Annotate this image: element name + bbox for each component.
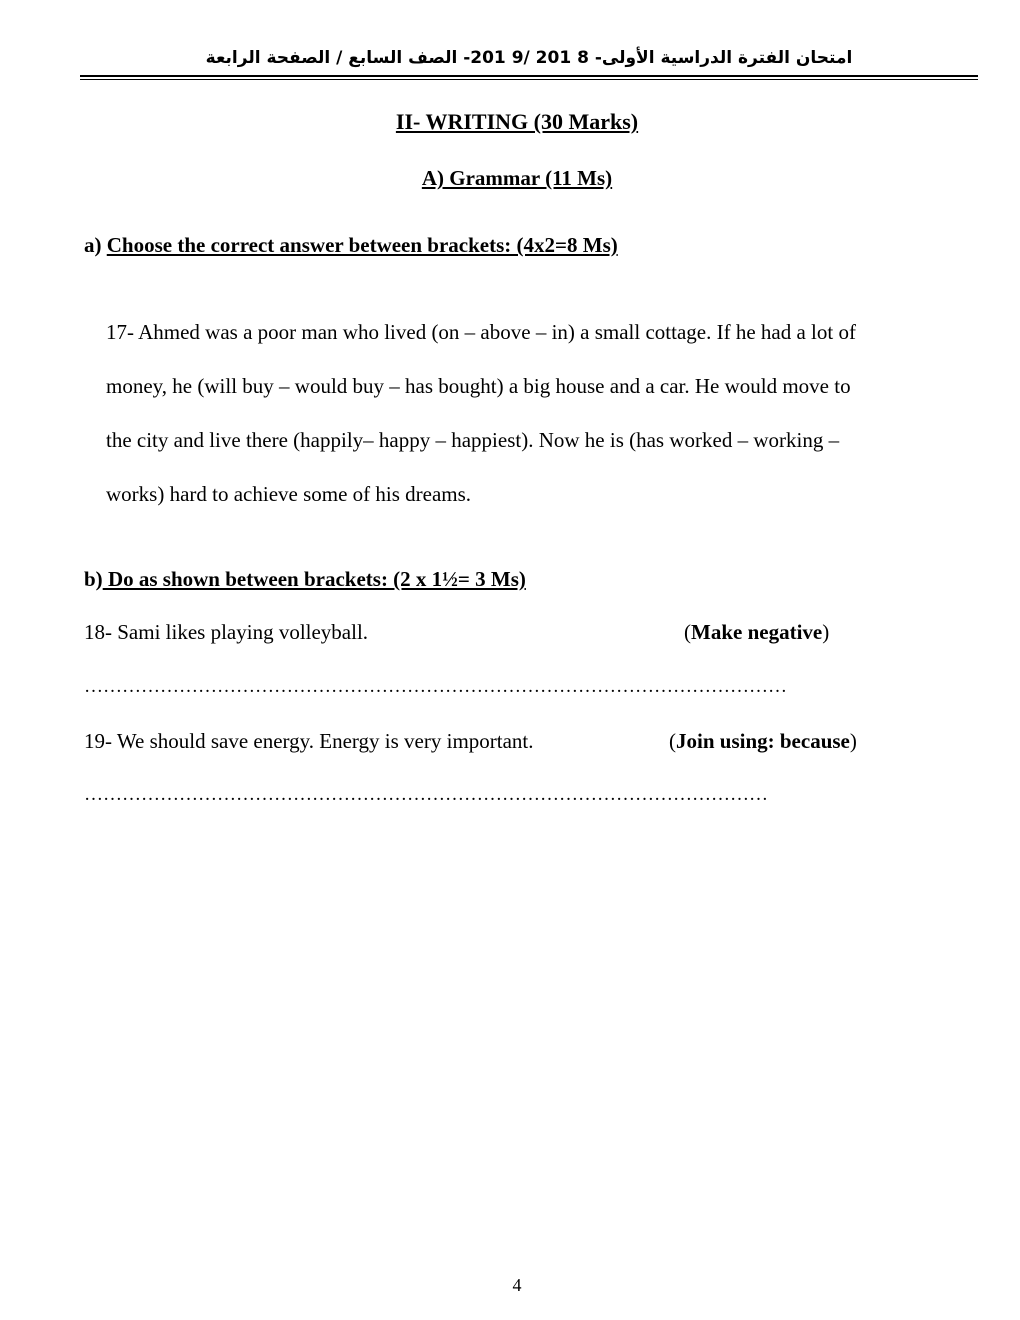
paragraph-line: the city and live there (happily– happy – happiest). Now he is (has worked – working –	[106, 428, 840, 452]
question-18-instruction: (Make negative)	[684, 620, 830, 644]
grammar-subtitle: A) Grammar (11 Ms)	[421, 166, 613, 190]
question-18-text: 18- Sami likes playing volleyball.	[84, 620, 369, 644]
question-19-text: 19- We should save energy. Energy is very important.	[84, 729, 534, 753]
section-title: II- WRITING (30 Marks)	[395, 109, 639, 134]
part-a-heading	[84, 233, 618, 258]
page-number: 4	[512, 1275, 522, 1295]
question-18-answer-line[interactable]: …………………………………………………………………………………………………	[84, 676, 787, 697]
page-header: امتحان الفترة الدراسية الأولى- 8 201 /9 201- الصف السابع / الصفحة الرابعة	[205, 48, 853, 68]
question-19-answer-line[interactable]: ………………………………………………………………………………………………	[84, 784, 768, 805]
question-18-instruction-text: Make negative	[691, 620, 823, 644]
header-divider-thin	[80, 79, 978, 80]
question-19-instruction: (Join using: because)	[669, 729, 857, 753]
paragraph-line: 17- Ahmed was a poor man who lived (on – above – in) a small cottage. If he had a lot of	[106, 320, 856, 344]
paragraph-line: money, he (will buy – would buy – has bought) a big house and a car. He would move to	[106, 374, 851, 398]
header-divider-thick	[80, 75, 978, 77]
part-b-heading	[84, 567, 526, 592]
part-a-prefix: a)	[84, 233, 107, 257]
question-19-instruction-text: Join using: because	[676, 729, 850, 753]
question-17-paragraph	[106, 305, 976, 521]
part-a-instruction: Choose the correct answer between brackets: (4x2=8 Ms)	[106, 233, 618, 257]
part-b-instruction: Do as shown between brackets: (2 x 1½= 3 Ms)	[102, 567, 526, 591]
paragraph-line: works) hard to achieve some of his dreams.	[106, 482, 472, 506]
part-b-prefix: b)	[84, 567, 103, 591]
